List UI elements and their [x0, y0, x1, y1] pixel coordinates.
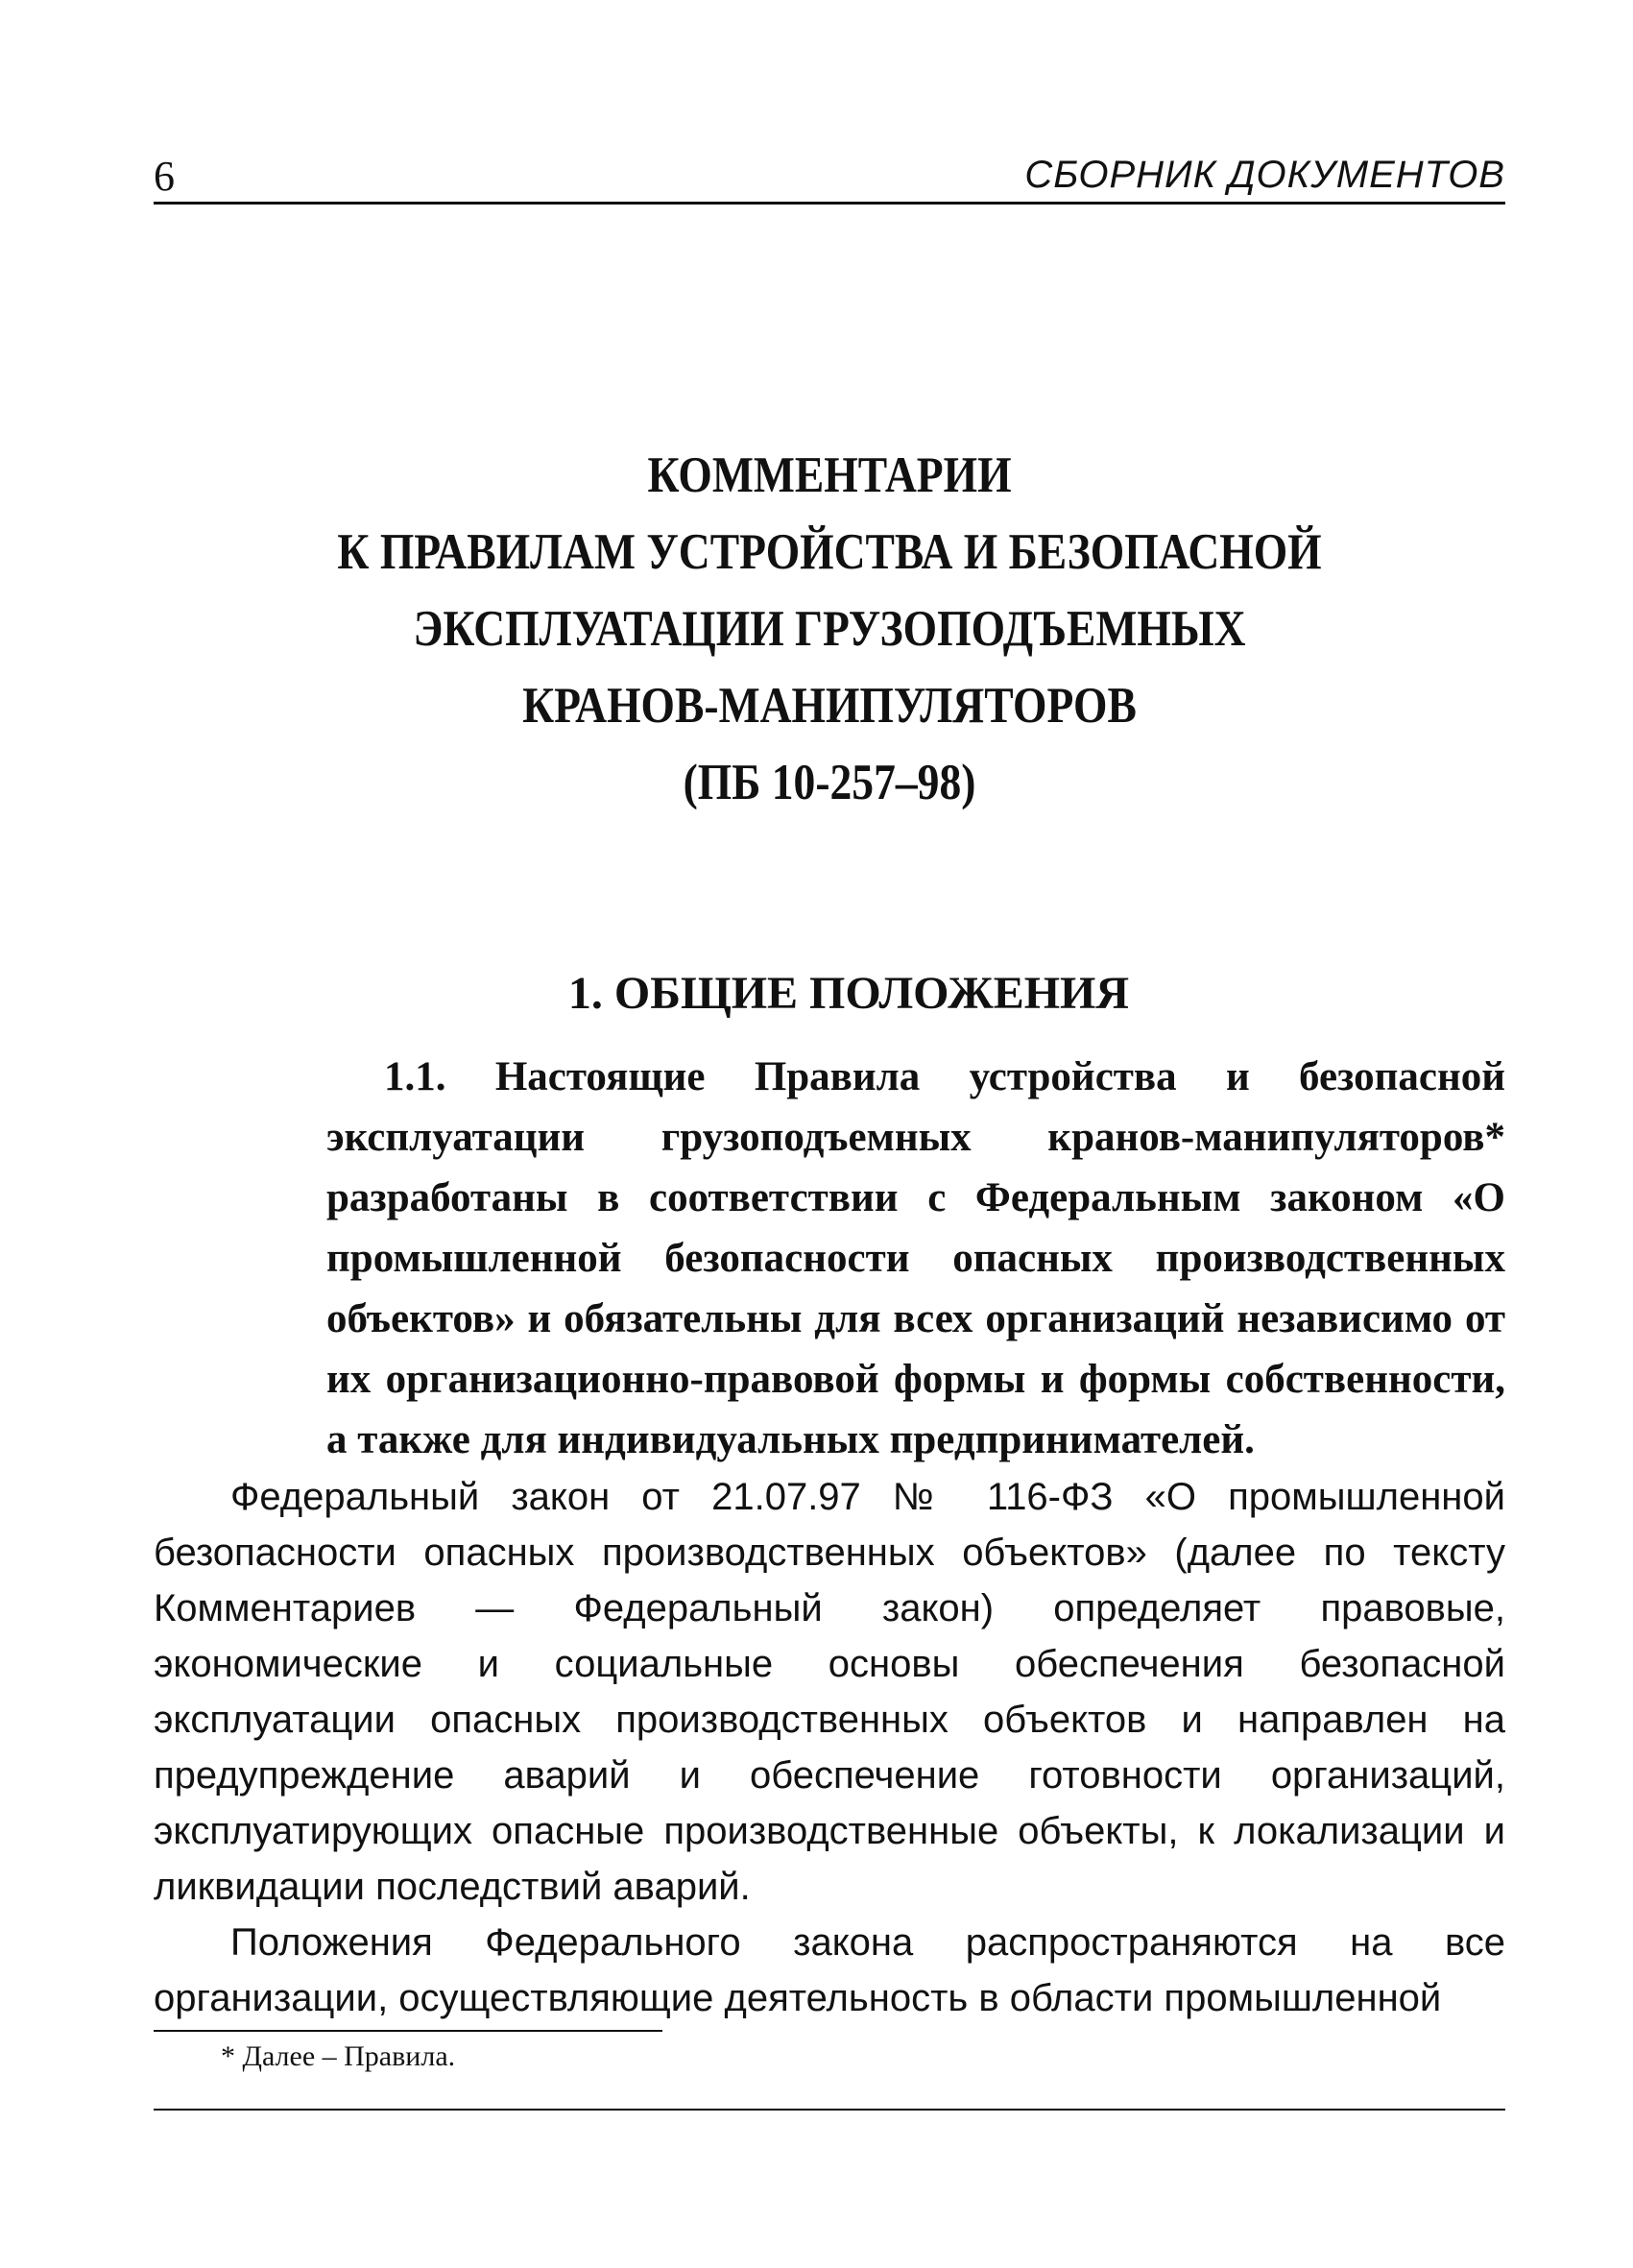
- page-bottom-rule: [154, 2109, 1505, 2111]
- title-line: КРАНОВ-МАНИПУЛЯТОРОВ: [522, 678, 1137, 734]
- commentary-paragraph: Федеральный закон от 21.07.97 № 116-ФЗ «О промышленной безопасности опасных производственных объектов» (далее по тексту Комментариев — Федеральный закон) определяет правовые, экономические и социальные основы обеспечения безопасной эксплуатации опасных производственных объектов и направлен на предупреждение аварий и обеспечение готовности организаций, эксплуатирующих опасные производственные объекты, к локализации и ликвидации последствий аварий.: [154, 1476, 1505, 1908]
- collection-title: СБОРНИК ДОКУМЕНТОВ: [1024, 154, 1505, 196]
- title-line: ЭКСПЛУАТАЦИИ ГРУЗОПОДЪЕМНЫХ: [413, 601, 1246, 657]
- rule-text: Настоящие Правила устройства и безопасной эксплуатации грузоподъемных кранов-манипуляторов* разработаны в соответствии с Федеральным законом «О промышленной безопасности опасных производственных объектов» и обязательны для всех организаций независимо от их организационно-правовой формы и формы собственности, а также для индивидуальных предпринимателей.: [326, 1054, 1505, 1462]
- rule-paragraph: [326, 1047, 1505, 1470]
- section-heading: 1. ОБЩИЕ ПОЛОЖЕНИЯ: [567, 968, 1130, 1019]
- running-header: [154, 144, 1505, 205]
- footnote-separator: [154, 2030, 662, 2032]
- title-line: (ПБ 10-257–98): [683, 755, 976, 810]
- rule-number: 1.1.: [384, 1054, 446, 1099]
- document-title: [249, 437, 1411, 821]
- page-number: 6: [154, 153, 175, 200]
- footnote: * Далее – Правила.: [221, 2040, 456, 2072]
- title-line: КОММЕНТАРИИ: [647, 447, 1012, 503]
- title-line: К ПРАВИЛАМ УСТРОЙСТВА И БЕЗОПАСНОЙ: [337, 524, 1322, 580]
- commentary-paragraph: Положения Федерального закона распространяются на все организации, осуществляющие деятельность в области промышленной: [154, 1921, 1505, 2019]
